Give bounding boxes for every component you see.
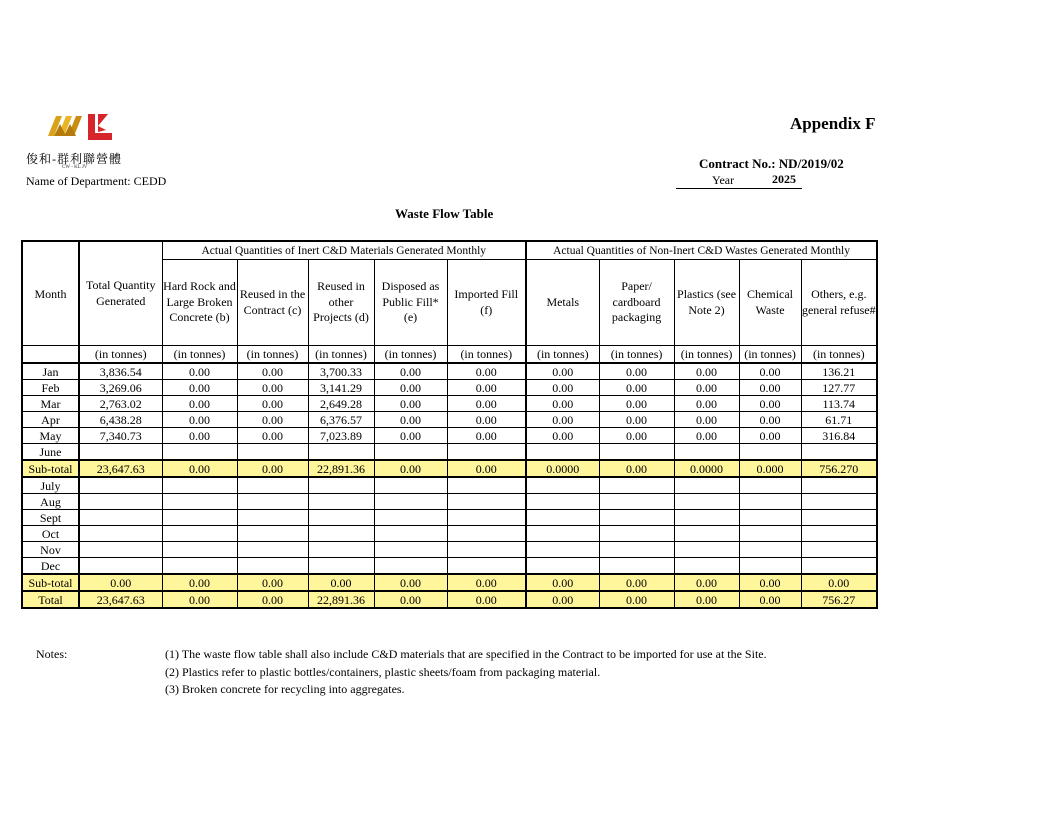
cell-paper (599, 542, 674, 558)
table-row (22, 558, 877, 575)
cell-metals (526, 526, 599, 542)
table-row (22, 444, 877, 461)
cell-month: Mar (22, 396, 79, 412)
cell-paper (599, 526, 674, 542)
cell-plastics (674, 444, 739, 461)
header-total: Total Quantity Generated (79, 241, 162, 346)
unit-b: (in tonnes) (162, 346, 237, 364)
contract-value: ND/2019/02 (778, 156, 844, 171)
header-col-metals: Metals (526, 260, 599, 346)
cell-d: 7,023.89 (308, 428, 374, 444)
cell-paper (599, 444, 674, 461)
cell-total: 23,647.63 (79, 460, 162, 477)
cell-d (308, 510, 374, 526)
cell-plastics: 0.00 (674, 574, 739, 591)
appendix-title: Appendix F (790, 114, 876, 133)
cell-chemical (739, 444, 801, 461)
cell-d: 22,891.36 (308, 460, 374, 477)
cell-b: 0.00 (162, 574, 237, 591)
cell-c (237, 444, 308, 461)
table-row (22, 380, 877, 396)
cell-plastics: 0.00 (674, 363, 739, 380)
header-group-noninert: Actual Quantities of Non-Inert C&D Wastes Generated Monthly (526, 241, 877, 260)
cell-d: 0.00 (308, 574, 374, 591)
cell-others (801, 558, 877, 575)
cell-paper: 0.00 (599, 574, 674, 591)
header-col-f: Imported Fill (f) (447, 260, 526, 346)
cell-metals (526, 558, 599, 575)
cell-chemical: 0.00 (739, 574, 801, 591)
cell-month: Dec (22, 558, 79, 575)
cell-d: 6,376.57 (308, 412, 374, 428)
cell-metals: 0.00 (526, 428, 599, 444)
cell-paper (599, 494, 674, 510)
company-name: 俊和-群利聯營體 (26, 152, 122, 166)
contract-label: Contract No.: (699, 156, 776, 171)
cell-b (162, 444, 237, 461)
header-col-e: Disposed as Public Fill* (e) (374, 260, 447, 346)
cell-plastics (674, 494, 739, 510)
cell-plastics (674, 510, 739, 526)
cell-metals: 0.00 (526, 574, 599, 591)
cell-paper: 0.00 (599, 460, 674, 477)
cell-total (79, 494, 162, 510)
cell-paper: 0.00 (599, 396, 674, 412)
subtotal-row (22, 460, 877, 477)
cell-metals: 0.00 (526, 396, 599, 412)
cell-month: Aug (22, 494, 79, 510)
table-row (22, 494, 877, 510)
cell-b: 0.00 (162, 412, 237, 428)
unit-metals: (in tonnes) (526, 346, 599, 364)
cell-month: Sub-total (22, 460, 79, 477)
cell-metals: 0.00 (526, 380, 599, 396)
cell-b (162, 477, 237, 494)
cell-d (308, 526, 374, 542)
cell-f (447, 526, 526, 542)
cell-metals: 0.00 (526, 591, 599, 608)
cell-plastics: 0.0000 (674, 460, 739, 477)
cell-paper: 0.00 (599, 412, 674, 428)
cell-chemical (739, 494, 801, 510)
header-col-chemical: Chemical Waste (739, 260, 801, 346)
cell-c (237, 510, 308, 526)
cell-plastics (674, 526, 739, 542)
cell-b (162, 526, 237, 542)
cell-metals (526, 510, 599, 526)
cell-f (447, 558, 526, 575)
cell-month: Feb (22, 380, 79, 396)
cell-e: 0.00 (374, 460, 447, 477)
table-row (22, 428, 877, 444)
cell-metals: 0.00 (526, 412, 599, 428)
table-row (22, 363, 877, 380)
cell-paper: 0.00 (599, 363, 674, 380)
cell-d (308, 494, 374, 510)
cell-chemical (739, 542, 801, 558)
cell-chemical: 0.000 (739, 460, 801, 477)
cell-paper: 0.00 (599, 428, 674, 444)
cell-others: 756.27 (801, 591, 877, 608)
cell-month: Sept (22, 510, 79, 526)
cell-b: 0.00 (162, 396, 237, 412)
header-col-others: Others, e.g. general refuse# (801, 260, 877, 346)
year-row (676, 172, 802, 189)
cell-month: Sub-total (22, 574, 79, 591)
cell-b (162, 510, 237, 526)
total-row (22, 591, 877, 608)
cell-total (79, 558, 162, 575)
cell-b: 0.00 (162, 591, 237, 608)
cell-chemical (739, 558, 801, 575)
cell-d (308, 477, 374, 494)
department-name: Name of Department: CEDD (26, 174, 167, 188)
cell-plastics: 0.00 (674, 396, 739, 412)
cell-e (374, 477, 447, 494)
cell-d: 2,649.28 (308, 396, 374, 412)
cell-chemical: 0.00 (739, 396, 801, 412)
cell-c: 0.00 (237, 428, 308, 444)
cell-chemical: 0.00 (739, 591, 801, 608)
unit-f: (in tonnes) (447, 346, 526, 364)
unit-plastics: (in tonnes) (674, 346, 739, 364)
cell-b: 0.00 (162, 428, 237, 444)
cell-b: 0.00 (162, 460, 237, 477)
header-group-inert: Actual Quantities of Inert C&D Materials Generated Monthly (162, 241, 526, 260)
cell-month: Nov (22, 542, 79, 558)
table-row (22, 526, 877, 542)
cell-plastics: 0.00 (674, 412, 739, 428)
header-col-b: Hard Rock and Large Broken Concrete (b) (162, 260, 237, 346)
cell-b (162, 494, 237, 510)
cell-d (308, 444, 374, 461)
cell-c: 0.00 (237, 396, 308, 412)
cell-total (79, 542, 162, 558)
cell-f (447, 542, 526, 558)
cell-others (801, 510, 877, 526)
cell-metals (526, 477, 599, 494)
cell-f: 0.00 (447, 428, 526, 444)
header-col-plastics: Plastics (see Note 2) (674, 260, 739, 346)
cell-plastics: 0.00 (674, 428, 739, 444)
cell-e: 0.00 (374, 428, 447, 444)
cell-others: 113.74 (801, 396, 877, 412)
company-logo (46, 110, 116, 144)
cell-total: 3,269.06 (79, 380, 162, 396)
cell-chemical: 0.00 (739, 428, 801, 444)
note-3: (3) Broken concrete for recycling into aggregates. (165, 682, 405, 696)
cell-f: 0.00 (447, 574, 526, 591)
company-subname: CW - KL JV (62, 165, 88, 170)
cell-f (447, 494, 526, 510)
unit-d: (in tonnes) (308, 346, 374, 364)
cell-others (801, 542, 877, 558)
cell-paper: 0.00 (599, 591, 674, 608)
cell-c (237, 477, 308, 494)
cell-d: 22,891.36 (308, 591, 374, 608)
cell-month: Total (22, 591, 79, 608)
cell-c (237, 526, 308, 542)
header-col-c: Reused in the Contract (c) (237, 260, 308, 346)
cell-paper (599, 477, 674, 494)
unit-others: (in tonnes) (801, 346, 877, 364)
cell-f: 0.00 (447, 363, 526, 380)
cell-metals (526, 444, 599, 461)
cell-c: 0.00 (237, 574, 308, 591)
cell-metals (526, 542, 599, 558)
cell-total: 0.00 (79, 574, 162, 591)
note-2: (2) Plastics refer to plastic bottles/containers, plastic sheets/foam from packaging material. (165, 665, 601, 679)
cell-chemical: 0.00 (739, 380, 801, 396)
cell-total (79, 444, 162, 461)
cell-c (237, 558, 308, 575)
cell-paper (599, 558, 674, 575)
cell-others (801, 444, 877, 461)
cell-plastics (674, 558, 739, 575)
unit-chemical: (in tonnes) (739, 346, 801, 364)
cell-others: 61.71 (801, 412, 877, 428)
cell-d: 3,700.33 (308, 363, 374, 380)
cell-c: 0.00 (237, 412, 308, 428)
cell-others (801, 477, 877, 494)
cell-month: Oct (22, 526, 79, 542)
waste-flow-table (21, 240, 878, 609)
cell-others: 0.00 (801, 574, 877, 591)
cell-paper: 0.00 (599, 380, 674, 396)
subtotal-row (22, 574, 877, 591)
cell-f: 0.00 (447, 591, 526, 608)
cell-c (237, 542, 308, 558)
cell-month: July (22, 477, 79, 494)
year-value: 2025 (772, 172, 796, 186)
cell-others: 136.21 (801, 363, 877, 380)
cell-others: 316.84 (801, 428, 877, 444)
cell-month: May (22, 428, 79, 444)
unit-month-blank (22, 346, 79, 364)
cell-c (237, 494, 308, 510)
cell-chemical: 0.00 (739, 363, 801, 380)
cell-others: 756.270 (801, 460, 877, 477)
table-row (22, 396, 877, 412)
cell-e: 0.00 (374, 396, 447, 412)
cell-total (79, 510, 162, 526)
cell-c: 0.00 (237, 380, 308, 396)
cell-e: 0.00 (374, 574, 447, 591)
cell-c: 0.00 (237, 591, 308, 608)
cell-total: 2,763.02 (79, 396, 162, 412)
unit-total: (in tonnes) (79, 346, 162, 364)
cell-chemical (739, 526, 801, 542)
cell-c: 0.00 (237, 363, 308, 380)
table-row (22, 510, 877, 526)
cell-others (801, 526, 877, 542)
unit-paper: (in tonnes) (599, 346, 674, 364)
header-col-d: Reused in other Projects (d) (308, 260, 374, 346)
unit-e: (in tonnes) (374, 346, 447, 364)
contract-number (699, 156, 844, 172)
cell-d (308, 558, 374, 575)
cell-b (162, 542, 237, 558)
cell-f: 0.00 (447, 396, 526, 412)
cell-others: 127.77 (801, 380, 877, 396)
table-row (22, 542, 877, 558)
cell-paper (599, 510, 674, 526)
cell-e (374, 510, 447, 526)
cell-f (447, 477, 526, 494)
cell-total: 7,340.73 (79, 428, 162, 444)
cell-plastics: 0.00 (674, 380, 739, 396)
cell-plastics: 0.00 (674, 591, 739, 608)
cell-chemical (739, 510, 801, 526)
note-1: (1) The waste flow table shall also include C&D materials that are specified in the Contract to be imported for use at the Site. (165, 647, 767, 661)
header-col-paper: Paper/ cardboard packaging (599, 260, 674, 346)
cell-total: 23,647.63 (79, 591, 162, 608)
cell-e: 0.00 (374, 363, 447, 380)
cell-e: 0.00 (374, 412, 447, 428)
cell-total: 6,438.28 (79, 412, 162, 428)
cell-e (374, 526, 447, 542)
cell-chemical (739, 477, 801, 494)
cell-month: June (22, 444, 79, 461)
cell-f: 0.00 (447, 460, 526, 477)
cell-b: 0.00 (162, 380, 237, 396)
cell-total (79, 477, 162, 494)
table-row (22, 412, 877, 428)
table-row (22, 477, 877, 494)
cell-f (447, 444, 526, 461)
cell-d: 3,141.29 (308, 380, 374, 396)
cell-month: Apr (22, 412, 79, 428)
cell-plastics (674, 477, 739, 494)
cell-month: Jan (22, 363, 79, 380)
cell-metals: 0.0000 (526, 460, 599, 477)
cell-f: 0.00 (447, 380, 526, 396)
cell-total: 3,836.54 (79, 363, 162, 380)
cell-metals: 0.00 (526, 363, 599, 380)
cell-f (447, 510, 526, 526)
cell-c: 0.00 (237, 460, 308, 477)
cell-e (374, 558, 447, 575)
cell-total (79, 526, 162, 542)
cell-b: 0.00 (162, 363, 237, 380)
unit-c: (in tonnes) (237, 346, 308, 364)
cell-plastics (674, 542, 739, 558)
year-label: Year (712, 173, 735, 187)
cell-metals (526, 494, 599, 510)
cell-e (374, 494, 447, 510)
cell-e: 0.00 (374, 380, 447, 396)
cell-others (801, 494, 877, 510)
notes-label: Notes: (36, 647, 68, 661)
cell-chemical: 0.00 (739, 412, 801, 428)
header-month: Month (22, 241, 79, 346)
cell-e: 0.00 (374, 591, 447, 608)
cell-e (374, 542, 447, 558)
cell-b (162, 558, 237, 575)
table-title: Waste Flow Table (395, 206, 494, 221)
cell-f: 0.00 (447, 412, 526, 428)
cell-e (374, 444, 447, 461)
cell-d (308, 542, 374, 558)
